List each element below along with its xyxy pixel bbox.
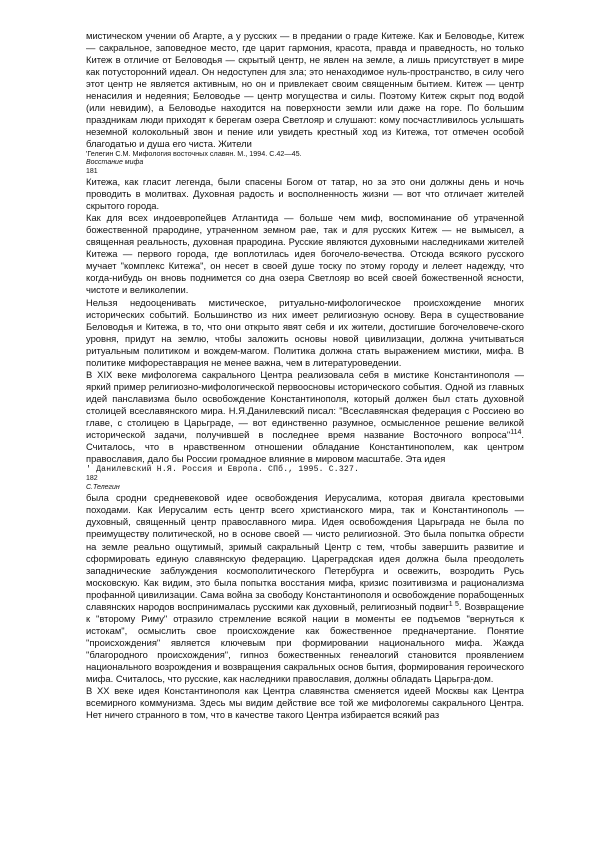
text-run: В XIX веке мифологема сакрального Центра реализовала себя в мистике Константинополя — яркий пример религиозно-мифологической первоосновы исторического события. Одной из главных идей панславизма было освобождение Константинополя, который должен был стать духовной столицей всеславянского мира. Н.Я.Данилевский писал: "Всеславянская федерация с Россиею во главе, с столицею в Царьграде, — вот единственно разумное, осмысленное решение великой исторической задачи, получившей в последнее время название Восточного вопроса" [86, 368, 524, 441]
paragraph [86, 369, 524, 466]
paragraph: В XX веке идея Константинополя как Центра славянства сменяется идеей Москвы как Центра всемирного коммунизма. Здесь мы видим действие все той же мифологемы сакрального Центра. Нет ничего странного в том, что в качестве такого Центра избирается всякий раз [86, 685, 524, 721]
text-run: . Считалось, что в нравственном отношении обладание Константинополем, как центром православия, дало бы России громадное влияние в мировом масштабе. Эта идея [86, 429, 524, 465]
text-run: была сродни средневековой идее освобождения Иерусалима, которая двигала крестовыми походами. Как Иерусалим есть центр всего христианского мира, так и Константинополь — духовный, священный центр православного мира. Идея освобождения Царьграда не была по преимуществу политической, но в основе своей — чисто религиозной. Это была попытка обрести на земле реально ощутимый, зримый сакральный Центр с тем, чтобы завершить развитие и сформировать единую славянскую федерацию. Цареградская идея должна была преодолеть западнические заблуждения космополитического Петербурга и освежить, возродить Русь московскую. Как видим, это была попытка восстания мифа, кризис позитивизма и рационализма профанной цивилизации. Сама война за свободу Константинополя и освобождение порабощенных славянских народов воспринималась русскими как духовный, религиозный подвиг [86, 492, 524, 612]
paragraph: Как для всех индоевропейцев Атлантида — больше чем миф, воспоминание об утраченной божественной прародине, утраченном земном рае, так и для русских Китеж — не вымысел, а священная реальность, духовная прародина. Русские являются духовными наследниками жителей Китежа — первого города, где воплотилась идея богочело-вечества. Отсюда всякого русского мучает "комплекс Китежа", он несет в своей душе тоску по этому городу и лелеет надежду, что когда-нибудь он вновь поднимется со дна озера Светлояр во всей своей божественной ясности, чистоте и великолепии. [86, 212, 524, 296]
page-number: 181 [86, 167, 98, 175]
paragraph: Китежа, как гласит легенда, были спасены Богом от татар, но за это они должны день и ночь проводить в молитвах. Духовная радость и восполненность жизни — вот что отличает жителей скрытого города. [86, 176, 524, 212]
footnote-marker: 1 5 [448, 600, 459, 608]
page-number: 182 [86, 475, 98, 483]
footnote: 'Гелегин С.М. Мифология восточных славян. М., 1994. С.42—45. [86, 149, 302, 159]
footnote-marker: 114 [510, 429, 522, 437]
text-run: . Возвращение к "второму Риму" отразило стремление всякой нации в моменты ее подъемов "вернуться к истокам", осмыслить свое происхождение как божественное предначертание. Понятие "происхождения" является ключевым при формировании национального мифа. Жажда "благородного происхождения", гипноз божественных генеалогий становится проявлением национального возрождения и возвращения сакральных основ бытия, формирования героического мифа. Считалось, что русские, как наследники православия, должны обладать Царьгра-дом. [86, 600, 524, 685]
running-title: Восстание мифа [86, 159, 144, 167]
paragraph: мистическом учении об Агарте, а у русских — в предании о граде Китеже. Как и Беловодье, Китеж — сакральное, заповедное место, где царит гармония, красота, правда и праведность, но только Китеж в отличие от Беловодья — скрытый центр, не явлен на земле, а лишь присутствует в мире как потусторонний идеал. Он недоступен для зла; это ненаходимое нуль-пространство, в силу чего этот центр не является активным, но он и привлекает своим священным бытием. Китеж — центр ненасилия и недеяния; Беловодье — центр могущества и силы. Поэтому Китеж скрыт под водой (или невидим), а Беловодье находится на поверхности земли или даже на горе. По большим праздникам люди приходят к берегам озера Светлояр и слушают: кому посчастливилось услышать неземной колокольный звон и пение или увидеть крестный ход из Китежа, тот отмечен особой благодатью и душа его чиста. Жители [86, 30, 524, 150]
document-page [86, 30, 524, 721]
footnote: ' Данилевский Н.Я. Россия и Европа. СПб., 1995. С.327. [86, 465, 360, 475]
running-title: С.Телегин [86, 483, 120, 491]
paragraph: Нельзя недооценивать мистическое, ритуально-мифологическое происхождение многих исторических событий. Большинство из них имеет религиозную основу. Вера в существование Беловодья и Китежа, в то, что они открыто явят себя и их жители, достигшие богочеловече-ского уровня, придут на землю, чтобы заложить основы новой цивилизации, должна учитываться ритуальным политиком и вождем-магом. Политика должна стать выражением мистики, мифа. В политике мифореставрация не менее важна, чем в литературоведении. [86, 296, 524, 368]
paragraph [86, 492, 524, 685]
